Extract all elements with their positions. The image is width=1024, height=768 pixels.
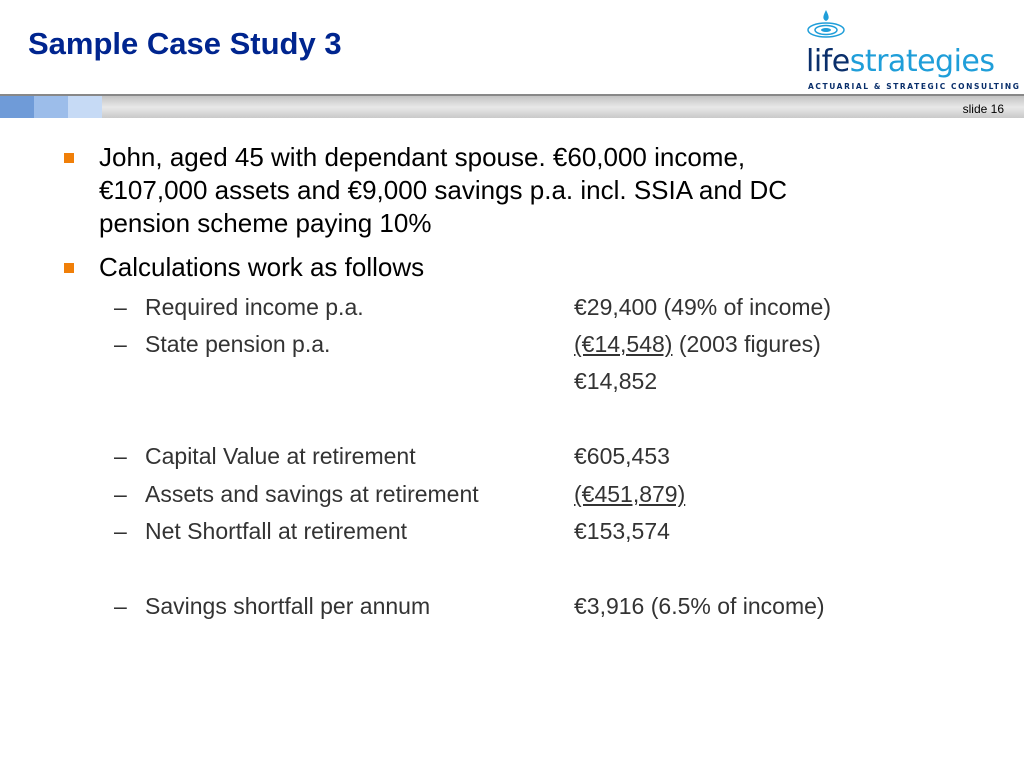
sub-value: (€14,548) (2003 figures) xyxy=(574,331,821,357)
slide-title: Sample Case Study 3 xyxy=(28,26,342,61)
slide-number: slide 16 xyxy=(962,102,1004,116)
logo-tagline: ACTUARIAL & STRATEGIC CONSULTING xyxy=(808,82,1021,91)
sub-value: €29,400 (49% of income) xyxy=(574,294,831,320)
sub-value: €605,453 xyxy=(574,443,670,469)
sub-dash: – xyxy=(114,294,127,320)
sub-value: €14,852 xyxy=(574,368,658,394)
sub-label: Assets and savings at retirement xyxy=(145,481,479,507)
sub-label: Required income p.a. xyxy=(145,294,364,320)
sub-value: (€451,879) xyxy=(574,481,686,507)
sub-label: Savings shortfall per annum xyxy=(145,593,431,619)
sub-value: €3,916 (6.5% of income) xyxy=(574,593,825,619)
sub-dash: – xyxy=(114,331,127,357)
sub-label: State pension p.a. xyxy=(145,331,331,357)
logo-word-strategies: strategies xyxy=(849,44,995,79)
sub-dash: – xyxy=(114,481,127,507)
bullet-line: pension scheme paying 10% xyxy=(99,208,432,238)
bullet-line: Calculations work as follows xyxy=(99,252,425,282)
sub-dash: – xyxy=(114,518,127,544)
orange-square-bullet-icon xyxy=(64,153,74,163)
sub-value: €153,574 xyxy=(574,518,670,544)
sub-label: Capital Value at retirement xyxy=(145,443,416,469)
bullet-line: John, aged 45 with dependant spouse. €60,000 income, xyxy=(99,142,746,172)
sub-label: Net Shortfall at retirement xyxy=(145,518,408,544)
logo-word-life: life xyxy=(806,44,850,79)
sub-dash: – xyxy=(114,593,127,619)
sub-dash: – xyxy=(114,443,127,469)
orange-square-bullet-icon xyxy=(64,263,74,273)
bullet-line: €107,000 assets and €9,000 savings p.a. incl. SSIA and DC xyxy=(99,175,788,205)
